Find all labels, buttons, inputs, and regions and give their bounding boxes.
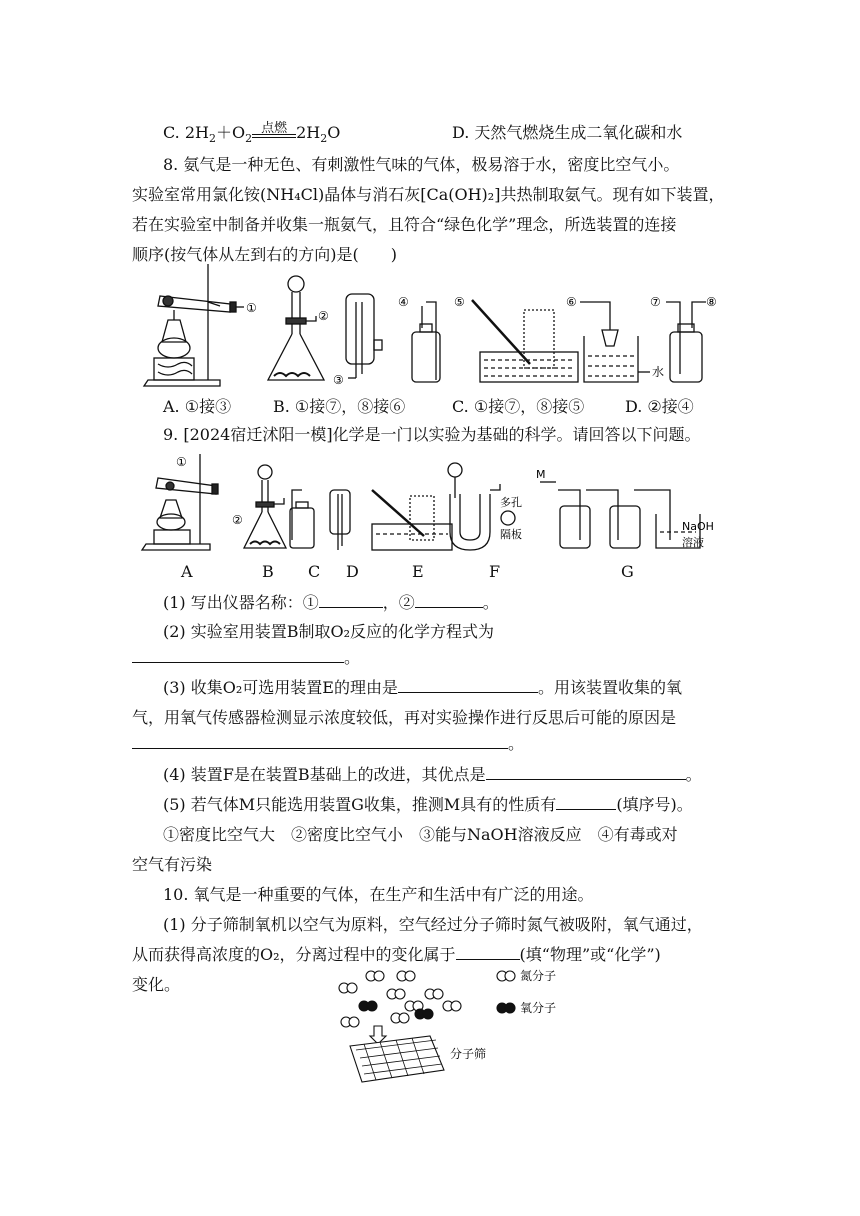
q8-apparatus-figure [140,262,740,392]
label-a: A [181,562,193,581]
q9-part5: (5) 若气体M只能选用装置G收集，推测M具有的性质有 (填序号)。 [163,790,761,820]
q9-part3-line1: (3) 收集O₂可选用装置E的理由是 。用该装置收集的氧 [163,673,761,703]
q7-option-d: D. 天然气燃烧生成二氧化碳和水 [452,123,683,142]
label-f: F [489,562,501,581]
molecular-sieve-figure [334,966,584,1086]
port-4: ④ [398,295,409,309]
label-c: C [308,562,321,581]
label-b: B [262,562,274,581]
solution-label: 溶液 [682,536,704,549]
port-1: ① [246,301,257,315]
q9-options-line2: 空气有污染 [132,855,213,874]
q8-option-d: D. ②接④ [625,397,694,416]
q8-line2: 实验室常用氯化铵(NH₄Cl)晶体与消石灰[Ca(OH)₂]共热制取氨气。现有如下装置， [132,185,725,204]
q9-part2: (2) 实验室用装置B制取O₂反应的化学方程式为 [163,622,495,641]
sieve-label: 分子筛 [450,1047,487,1061]
port-8: ⑧ [706,295,717,309]
q8-option-b: B. ①接⑦，⑧接⑥ [273,397,406,416]
q7-option-c: C. $2H_2+O_2$ 点燃 $2H_2O$ [163,121,341,146]
nitrogen-legend: 氮分子 [520,969,557,983]
port-5: ⑤ [454,295,465,309]
q9-part3-line2: 气，用氧气传感器检测显示浓度较低，再对实验操作进行反思后可能的原因是 [132,708,677,727]
port-7: ⑦ [650,295,661,309]
q8-line1: 8. 氨气是一种无色、有刺激性气味的气体，极易溶于水，密度比空气小。 [163,155,680,174]
oxygen-legend: 氧分子 [520,1001,557,1015]
porous-plate-label-1: 多孔 [500,496,522,509]
port-2: ② [318,309,329,323]
gas-m-label: M [536,468,546,481]
q8-option-a: A. ①接③ [163,397,232,416]
q8-line3: 若在实验室中制备并收集一瓶氨气，且符合“绿色化学”理念，所选装置的连接 [132,215,677,234]
q9-part4: (4) 装置F是在装置B基础上的改进，其优点是 。 [163,760,761,790]
q9-apparatus-figure [140,450,740,560]
label-g: G [621,562,634,581]
label-e: E [412,562,424,581]
q10-part1-line3: 变化。 [132,975,181,994]
q10-part1-line1: (1) 分子筛制氧机以空气为原料，空气经过分子筛时氮气被吸附，氧气通过， [163,915,703,934]
reaction-condition: 点燃 [261,121,288,136]
q9-part3-answer: 。 [132,729,730,759]
naoh-label: NaOH [682,520,714,533]
q10-heading: 10. 氧气是一种重要的气体，在生产和生活中有广泛的用途。 [163,885,594,904]
port-3: ③ [333,373,344,387]
q8-option-c: C. ①接⑦，⑧接⑤ [452,397,585,416]
q9-options-line1: ①密度比空气大 ②密度比空气小 ③能与NaOH溶液反应 ④有毒或对 [163,825,678,844]
water-label: 水 [652,365,665,379]
q9-port-1: ① [176,455,187,469]
q9-part2-answer: 。 [132,643,730,673]
port-6: ⑥ [566,295,577,309]
q8-line4: 顺序(按气体从左到右的方向)是( ) [132,245,397,264]
label-d: D [346,562,359,581]
q10-part1-line2: 从而获得高浓度的O₂，分离过程中的变化属于 (填“物理”或“化学”) [132,940,730,970]
porous-plate-label-2: 隔板 [500,528,522,541]
q9-heading: 9. [2024宿迁沭阳一模]化学是一门以实验为基础的科学。请回答以下问题。 [163,425,701,444]
q9-part1: (1) 写出仪器名称：① ，② 。 [163,588,761,618]
q9-port-2: ② [232,513,243,527]
